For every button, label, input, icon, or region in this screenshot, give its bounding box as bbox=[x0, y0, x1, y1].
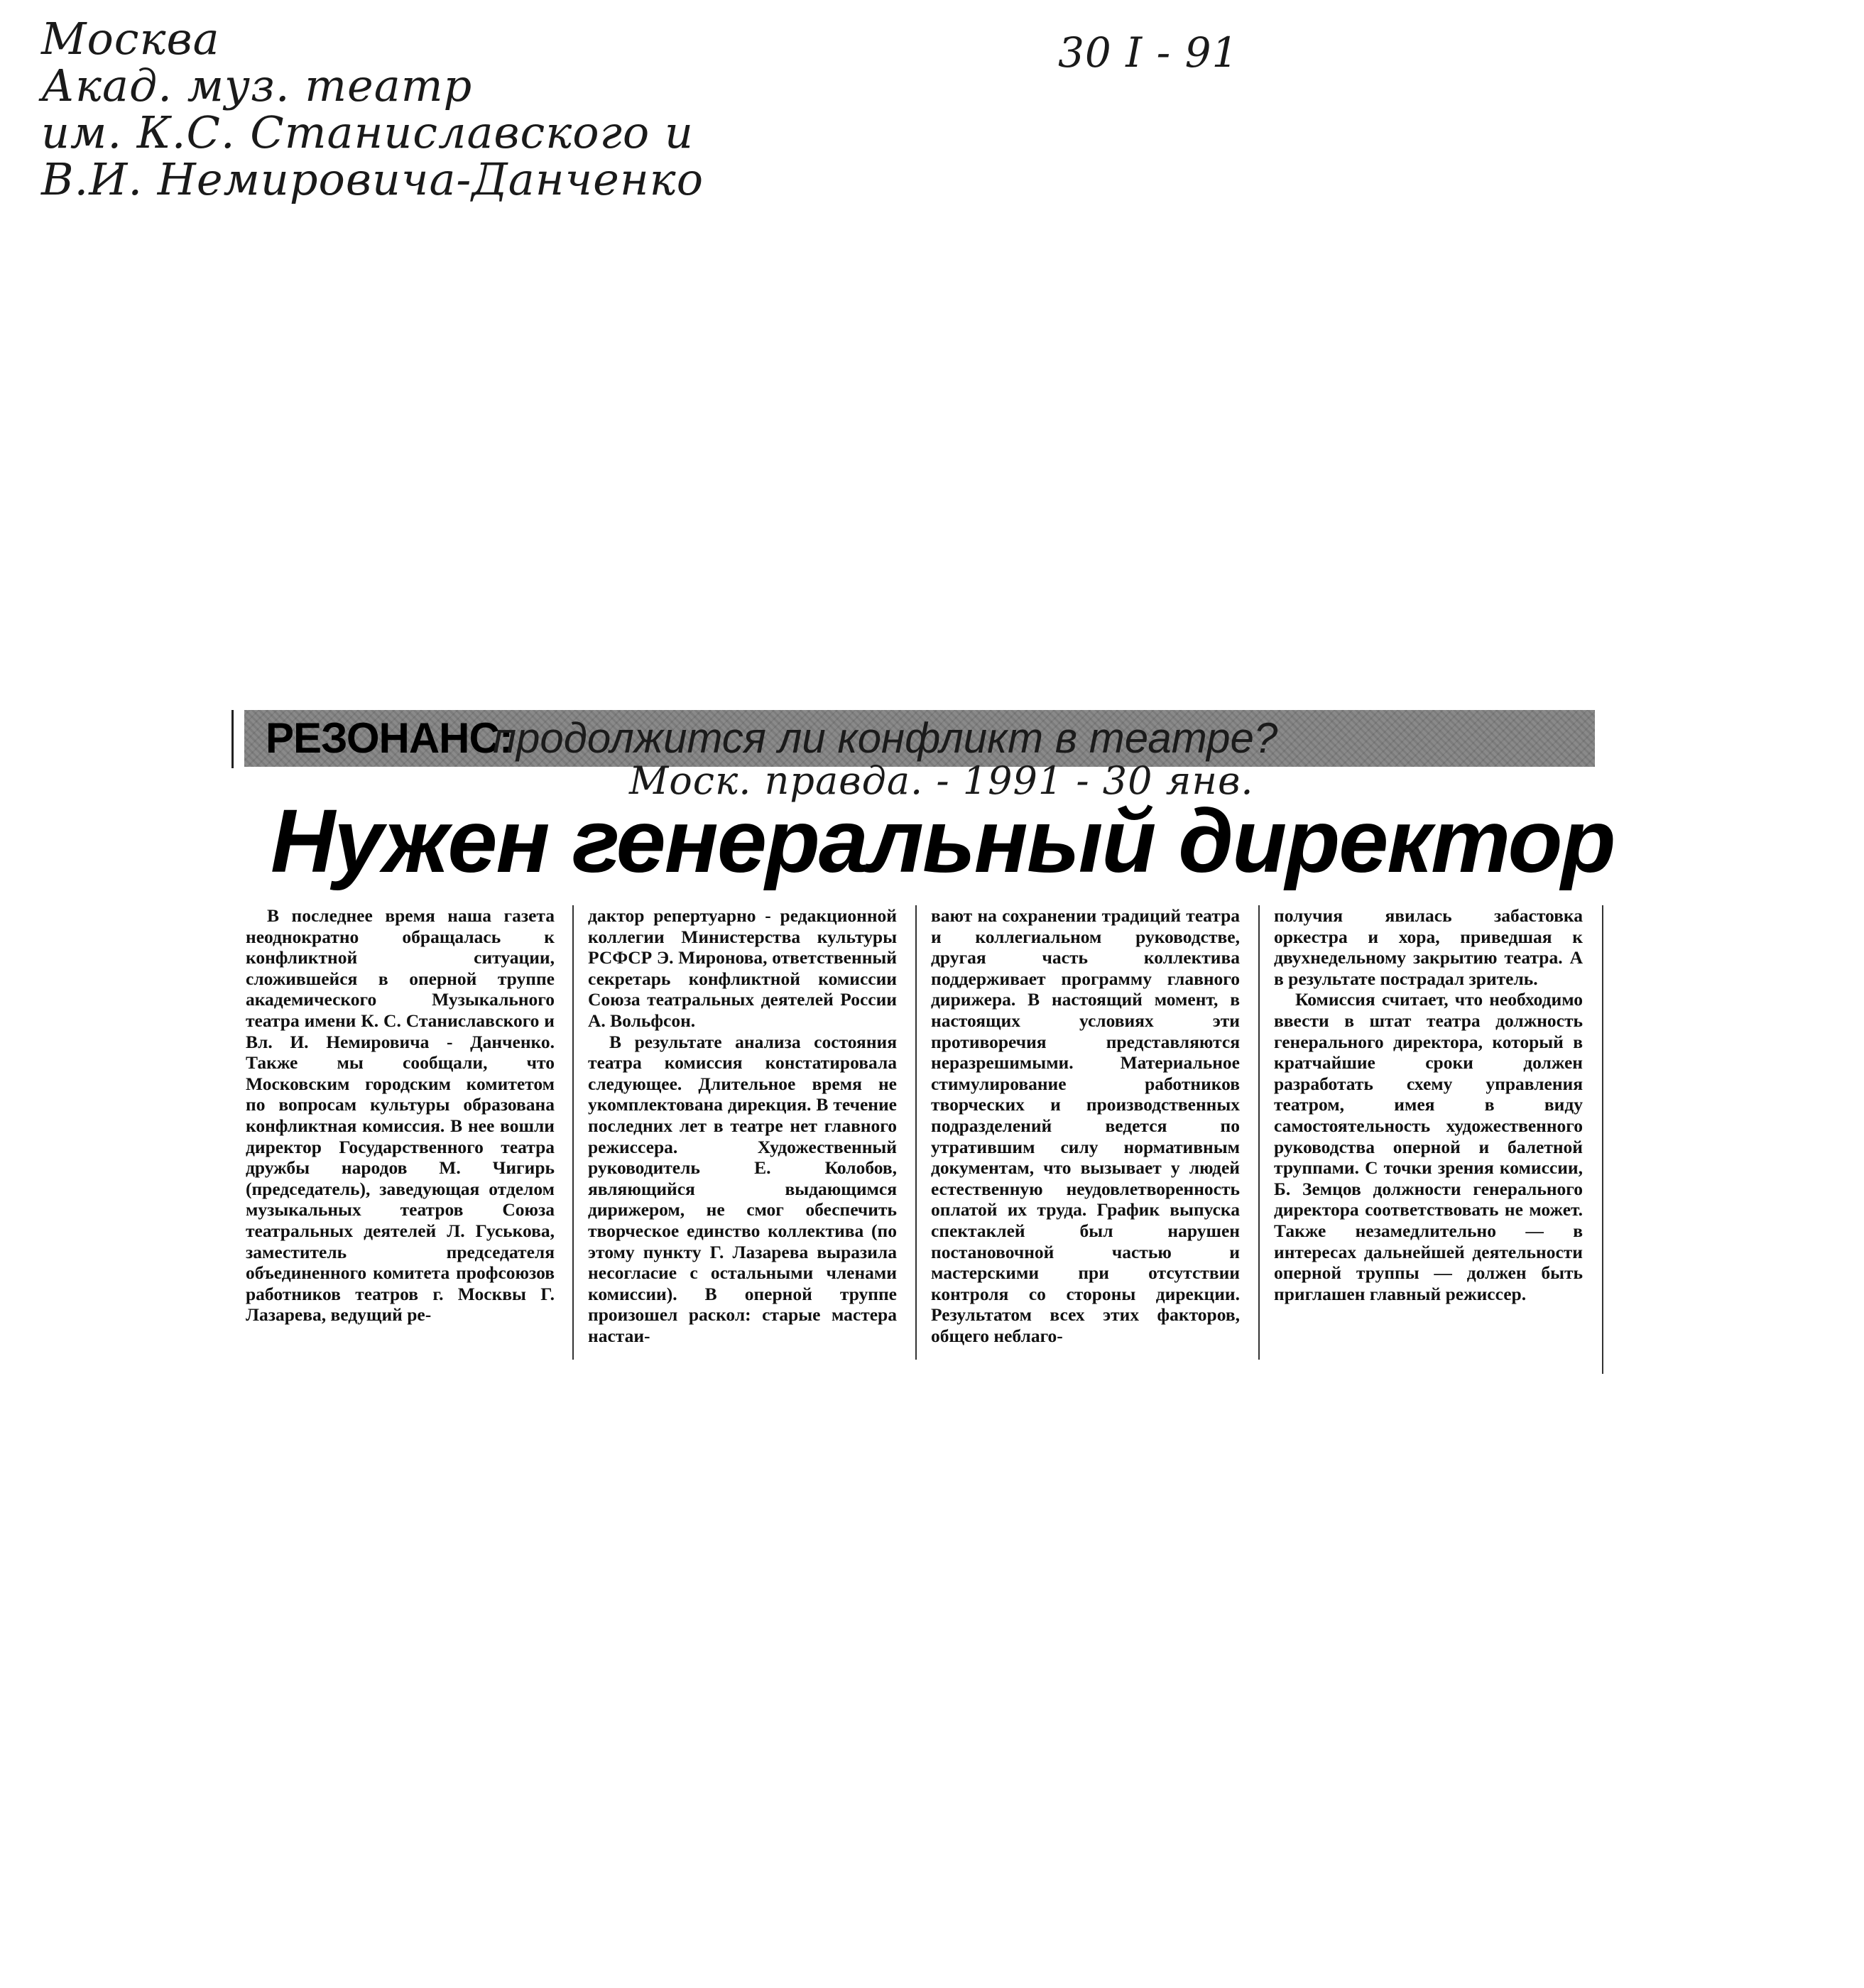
column-divider bbox=[1258, 905, 1260, 1360]
column-divider bbox=[915, 905, 917, 1360]
handwritten-archive-note bbox=[41, 13, 704, 205]
note-line-name-2: В.И. Немировича-Данченко bbox=[41, 153, 704, 205]
note-line-name-1: им. К.С. Станиславского и bbox=[41, 106, 694, 158]
column-divider bbox=[572, 905, 574, 1360]
kicker-text: продолжится ли конфликт в театре? bbox=[493, 714, 1278, 762]
handwritten-date: 30 I - 91 bbox=[1058, 28, 1239, 77]
clipping-right-rule bbox=[1602, 905, 1603, 1374]
kicker-rubric: РЕЗОНАНС: bbox=[266, 714, 513, 762]
article-paragraph: получия явилась забастовка оркестра и хора, приведшая к двухнедельному закрытию театра. А в результате пострадал зритель. bbox=[1274, 905, 1583, 989]
article-column-1 bbox=[246, 905, 555, 1326]
article-paragraph: В результате анализа состояния театра комиссия констатировала следующее. Длительное время не укомплектована дирекция. В течение последних лет в театре нет главного режиссера. Художественный руководитель Е. Колобов, являющийся выдающимся дирижером, не смог обеспечить творческое единство коллектива (по этому пункту Г. Лазарева выразила несогласие с остальными членами комиссии). В оперной труппе произошел раскол: старые мастера настаи- bbox=[588, 1031, 897, 1346]
article-column-4 bbox=[1274, 905, 1583, 1304]
article-paragraph: вают на сохранении традиций театра и коллегиальном руководстве, другая часть коллектива поддерживает программу главного дирижера. В настоящий момент, в настоящих условиях эти противоречия представляются неразрешимыми. Материальное стимулирование работников творческих и производственных подразделений ведется по утратившим силу нормативным документам, что вызывает у людей естественную неудовлетворенность оплатой их труда. График выпуска спектаклей был нарушен постановочной частью и мастерскими при отсутствии контроля со стороны дирекции. Результатом всех этих факторов, общего неблаго- bbox=[931, 905, 1240, 1346]
note-line-theatre: Акад. муз. театр bbox=[41, 60, 473, 111]
article-column-2 bbox=[588, 905, 897, 1346]
article-paragraph: Комиссия считает, что необходимо ввести в штат театра должность генерального директора, который в кратчайшие сроки должен разработать схему управления театром, имея в виду самостоятельность художественного руководства оперной и балетной труппами. С точки зрения комиссии, Б. Земцов должности генерального директора соответствовать не может. Также незамедлительно — в интересах дальнейшей деятельности оперной труппы — должен быть приглашен главный режиссер. bbox=[1274, 989, 1583, 1304]
note-line-city: Москва bbox=[41, 13, 220, 65]
article-paragraph: дактор репертуарно - редакционной коллегии Министерства культуры РСФСР Э. Миронова, ответственный секретарь конфликтной комиссии Союза театральных деятелей России А. Вольфсон. bbox=[588, 905, 897, 1031]
article-headline: Нужен генеральный директор bbox=[271, 791, 1615, 891]
newspaper-clipping bbox=[231, 710, 1615, 1392]
article-column-3 bbox=[931, 905, 1240, 1346]
handwritten-source-note: Моск. правда. - 1991 - 30 янв. bbox=[629, 758, 1254, 803]
article-paragraph: В последнее время наша газета неоднократно обращалась к конфликтной ситуации, сложившейся в оперной труппе академического Музыкального театра имени К. С. Станиславского и Вл. И. Немировича - Данченко. Также мы сообщали, что Московским городским комитетом по вопросам культуры образована конфликтная комиссия. В нее вошли директор Государственного театра дружбы народов М. Чигирь (председатель), заведующая отделом музыкальных театров Союза театральных деятелей Л. Гуськова, заместитель председателя объединенного комитета профсоюзов работников театров г. Москвы Г. Лазарева, ведущий ре- bbox=[246, 905, 555, 1326]
clipping-left-rule bbox=[231, 710, 234, 768]
